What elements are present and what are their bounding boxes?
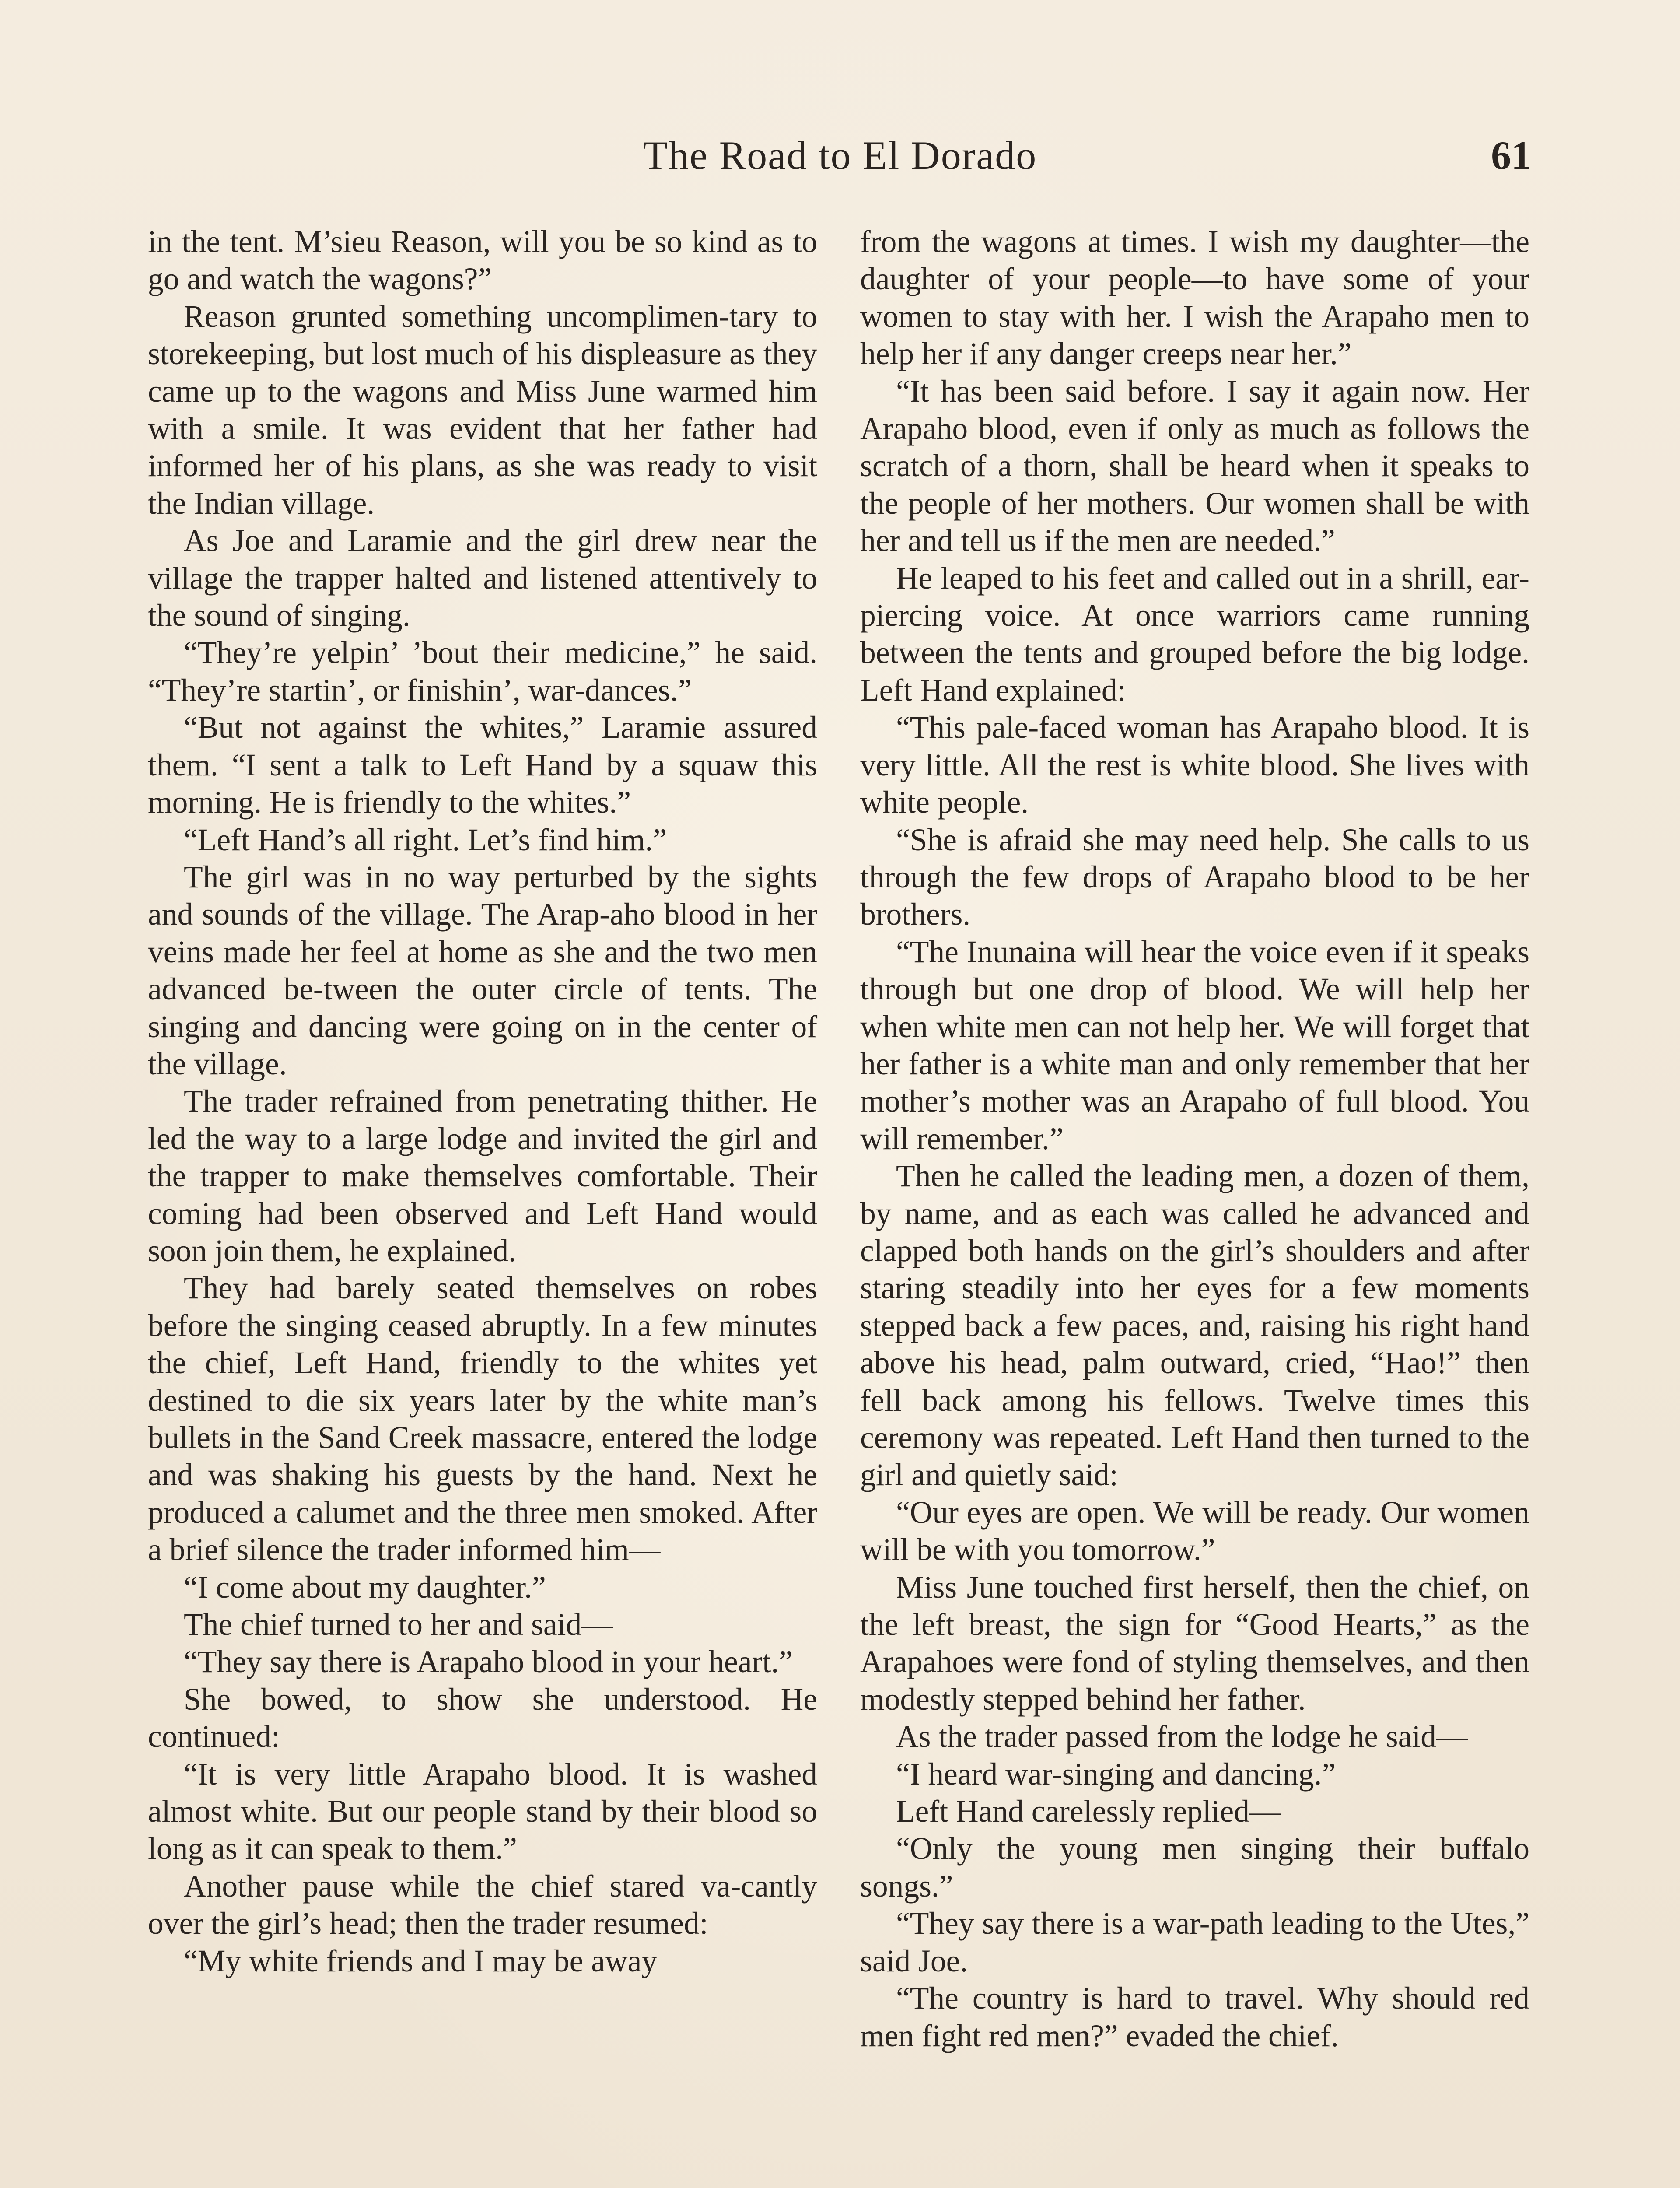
paragraph: As Joe and Laramie and the girl drew near the village the trapper halted and listened attentively to the sound of singing.	[148, 523, 817, 633]
paragraph: “The country is hard to travel. Why should red men fight red men?” evaded the chief.	[860, 1981, 1530, 2053]
paragraph: He leaped to his feet and called out in a shrill, ear-piercing voice. At once warriors came running between the tents and grouped before the big lodge. Left Hand explained:	[860, 561, 1530, 708]
paragraph: “Left Hand’s all right. Let’s find him.”	[184, 822, 667, 857]
paragraph: They had barely seated themselves on robes before the singing ceased abruptly. In a few minutes the chief, Left Hand, friendly to the whites yet destined to die six years later by the white man’s bullets in the Sand Creek massacre, entered the lodge and was shaking his guests by the hand. Next he produced a calumet and the three men smoked. After a brief silence the trader informed him—	[148, 1271, 817, 1567]
text-columns	[148, 223, 1535, 2188]
paragraph: “They’re yelpin’ ’bout their medicine,” he said. “They’re startin’, or finishin’, war-dances.”	[148, 635, 817, 708]
paragraph: “My white friends and I may be away	[184, 1943, 658, 1978]
paragraph: She bowed, to show she understood. He continued:	[148, 1682, 817, 1754]
paragraph: “They say there is Arapaho blood in your heart.”	[184, 1645, 793, 1680]
paragraph: Another pause while the chief stared va-cantly over the girl’s head; then the trader resumed:	[148, 1869, 817, 1941]
paragraph: The chief turned to her and said—	[184, 1607, 613, 1642]
paragraph: “Only the young men singing their buffalo songs.”	[860, 1831, 1530, 1904]
page-number: 61	[1491, 133, 1531, 178]
paragraph: “The Inunaina will hear the voice even if it speaks through but one drop of blood. We will help her when white men can not help her. We will forget that her father is a white man and only remember that her mother’s mother was an Arapaho of full blood. You will remember.”	[860, 934, 1530, 1156]
running-head	[149, 131, 1531, 179]
paragraph: “It is very little Arapaho blood. It is washed almost white. But our people stand by their blood so long as it can speak to them.”	[148, 1757, 817, 1866]
paragraph: Reason grunted something uncomplimen-tary to storekeeping, but lost much of his displeasure as they came up to the wagons and Miss June warmed him with a smile. It was evident that her father had informed her of his plans, as she was ready to visit the Indian village.	[148, 299, 817, 521]
paragraph: As the trader passed from the lodge he said—	[896, 1719, 1468, 1754]
right-column	[860, 223, 1530, 2055]
paragraph: Miss June touched first herself, then the chief, on the left breast, the sign for “Good Hearts,” as the Arapahoes were fond of styling themselves, and then modestly stepped behind her father.	[860, 1570, 1530, 1717]
paragraph: “It has been said before. I say it again now. Her Arapaho blood, even if only as much as follows the scratch of a thorn, shall be heard when it speaks to the people of her mothers. Our women shall be with her and tell us if the men are needed.”	[860, 374, 1530, 558]
paragraph: in the tent. M’sieu Reason, will you be so kind as to go and watch the wagons?”	[148, 224, 817, 297]
paragraph: The girl was in no way perturbed by the sights and sounds of the village. The Arap-aho blood in her veins made her feel at home as she and the two men advanced be-tween the outer circle of tents. The singing and dancing were going on in the center of the village.	[148, 859, 817, 1081]
running-title: The Road to El Dorado	[643, 133, 1037, 178]
paragraph: Left Hand carelessly replied—	[896, 1794, 1281, 1829]
paragraph: “Our eyes are open. We will be ready. Our women will be with you tomorrow.”	[860, 1495, 1530, 1567]
paragraph: “But not against the whites,” Laramie assured them. “I sent a talk to Left Hand by a squaw this morning. He is friendly to the whites.”	[148, 710, 817, 820]
paragraph: “They say there is a war-path leading to the Utes,” said Joe.	[860, 1906, 1530, 1978]
paragraph: “I come about my daughter.”	[184, 1570, 546, 1605]
paragraph: Then he called the leading men, a dozen of them, by name, and as each was called he advanced and clapped both hands on the girl’s shoulders and after staring steadily into her eyes for a few moments stepped back a few paces, and, raising his right hand above his head, palm outward, cried, “Hao!” then fell back among his fellows. Twelve times this ceremony was repeated. Left Hand then turned to the girl and quietly said:	[860, 1159, 1530, 1493]
left-column	[148, 223, 817, 1980]
paragraph: “She is afraid she may need help. She calls to us through the few drops of Arapaho blood to be her brothers.	[860, 822, 1530, 932]
paragraph: “This pale-faced woman has Arapaho blood. It is very little. All the rest is white blood. She lives with white people.	[860, 710, 1530, 820]
paragraph: The trader refrained from penetrating thither. He led the way to a large lodge and invited the girl and the trapper to make themselves comfortable. Their coming had been observed and Left Hand would soon join them, he explained.	[148, 1084, 817, 1268]
paragraph: from the wagons at times. I wish my daughter—the daughter of your people—to have some of your women to stay with her. I wish the Arapaho men to help her if any danger creeps near her.”	[860, 224, 1530, 372]
paragraph: “I heard war-singing and dancing.”	[896, 1757, 1336, 1792]
